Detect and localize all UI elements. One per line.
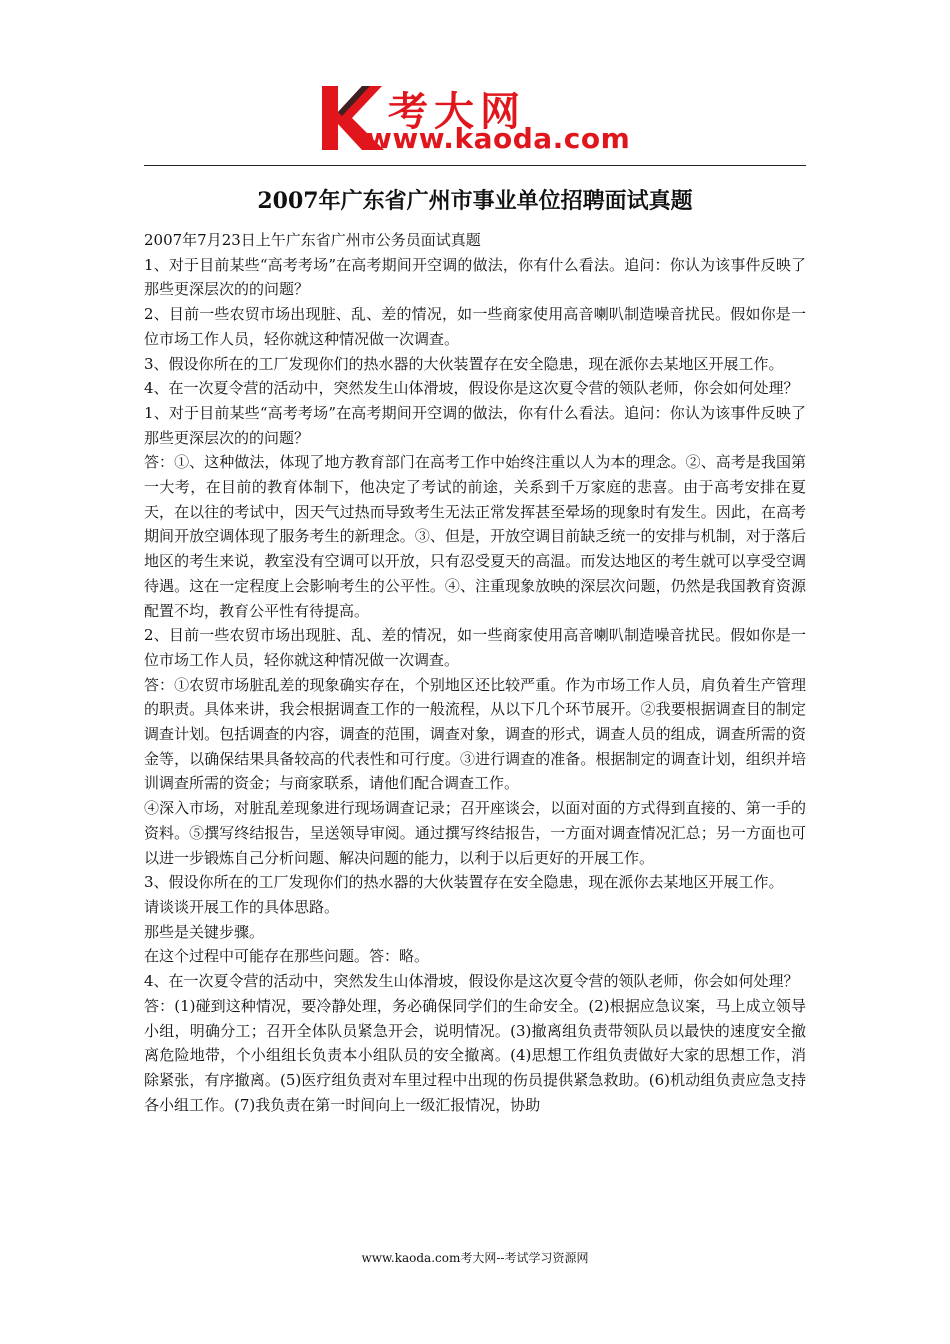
paragraph: 答：①农贸市场脏乱差的现象确实存在，个别地区还比较严重。作为市场工作人员，肩负着生产管理的职责。具体来讲，我会根据调查工作的一般流程，从以下几个环节展开。②我要根据调查目的制定调查计划。包括调查的内容，调查的范围，调查对象，调查的形式，调查人员的组成，调查所需的资金等，以确保结果具备较高的代表性和可行度。③进行调查的准备。根据制定的调查计划，组织并培训调查所需的资金；与商家联系，请他们配合调查工作。 [144, 675, 806, 793]
paragraph: ④深入市场，对脏乱差现象进行现场调查记录；召开座谈会，以面对面的方式得到直接的、第一手的资料。⑤撰写终结报告，呈送领导审阅。通过撰写终结报告，一方面对调查情况汇总；另一方面也可以进一步锻炼自己分析问题、解决问题的能力，以利于以后更好的开展工作。 [144, 799, 806, 867]
header-divider [144, 165, 806, 166]
document-body [144, 228, 806, 1117]
paragraph: 2007年7月23日上午广东省广州市公务员面试真题 [144, 231, 481, 249]
paragraph: 3、假设你所在的工厂发现你们的热水器的大伙装置存在安全隐患，现在派你去某地区开展工作。 [144, 354, 784, 373]
paragraph: 答：(1)碰到这种情况，要冷静处理，务必确保同学们的生命安全。(2)根据应急议案，马上成立领导小组，明确分工；召开全体队员紧急开会，说明情况。(3)撤离组负责带领队员以最快的速度安全撤离危险地带，个小组组长负责本小组队员的安全撤离。(4)思想工作组负责做好大家的思想工作，消除紧张，有序撤离。(5)医疗组负责对车里过程中出现的伤员提供紧急救助。(6)机动组负责应急支持各小组工作。(7)我负责在第一时间向上一级汇报情况，协助 [144, 996, 806, 1114]
paragraph: 2、目前一些农贸市场出现脏、乱、差的情况，如一些商家使用高音喇叭制造噪音扰民。假如你是一位市场工作人员，轻你就这种情况做一次调查。 [144, 305, 806, 348]
paragraph: 3、假设你所在的工厂发现你们的热水器的大伙装置存在安全隐患，现在派你去某地区开展工作。 [144, 873, 784, 892]
document-title: 2007年广东省广州市事业单位招聘面试真题 [257, 188, 693, 214]
paragraph: 1、对于目前某些“高考考场”在高考期间开空调的做法，你有什么看法。追问：你认为该事件反映了那些更深层次的的问题？ [144, 255, 806, 299]
paragraph: 请谈谈开展工作的具体思路。 [144, 897, 340, 916]
paragraph: 答：①、这种做法，体现了地方教育部门在高考工作中始终注重以人为本的理念。②、高考是我国第一大考，在目前的教育体制下，他决定了考试的前途，关系到千万家庭的悲喜。由于高考安排在夏天，在以往的考试中，因天气过热而导致考生无法正常发挥甚至晕场的现象时有发生。因此，在高考期间开放空调体现了服务考生的新理念。③、但是，开放空调目前缺乏统一的安排与机制，对于落后地区的考生来说，教室没有空调可以开放，只有忍受夏天的高温。而发达地区的考生就可以享受空调待遇。这在一定程度上会影响考生的公平性。④、注重现象放映的深层次问题，仍然是我国教育资源配置不均，教育公平性有待提高。 [144, 453, 806, 620]
kaoda-logo [318, 78, 648, 158]
paragraph: 2、目前一些农贸市场出现脏、乱、差的情况，如一些商家使用高音喇叭制造噪音扰民。假如你是一位市场工作人员，轻你就这种情况做一次调查。 [144, 626, 806, 669]
logo-chinese-text: 考大网 [388, 89, 526, 135]
page-footer: www.kaoda.com考大网--考试学习资源网 [361, 1251, 589, 1265]
paragraph: 那些是关键步骤。 [144, 922, 265, 941]
paragraph: 4、在一次夏令营的活动中，突然发生山体滑坡，假设你是这次夏令营的领队老师，你会如何处理？ [144, 379, 799, 398]
paragraph: 1、对于目前某些“高考考场”在高考期间开空调的做法，你有什么看法。追问：你认为该事件反映了那些更深层次的的问题？ [144, 403, 806, 447]
logo-url-text: www.kaoda.com [366, 122, 631, 155]
paragraph: 在这个过程中可能存在那些问题。答：略。 [144, 947, 430, 966]
paragraph: 4、在一次夏令营的活动中，突然发生山体滑坡，假设你是这次夏令营的领队老师，你会如何处理？ [144, 972, 799, 991]
